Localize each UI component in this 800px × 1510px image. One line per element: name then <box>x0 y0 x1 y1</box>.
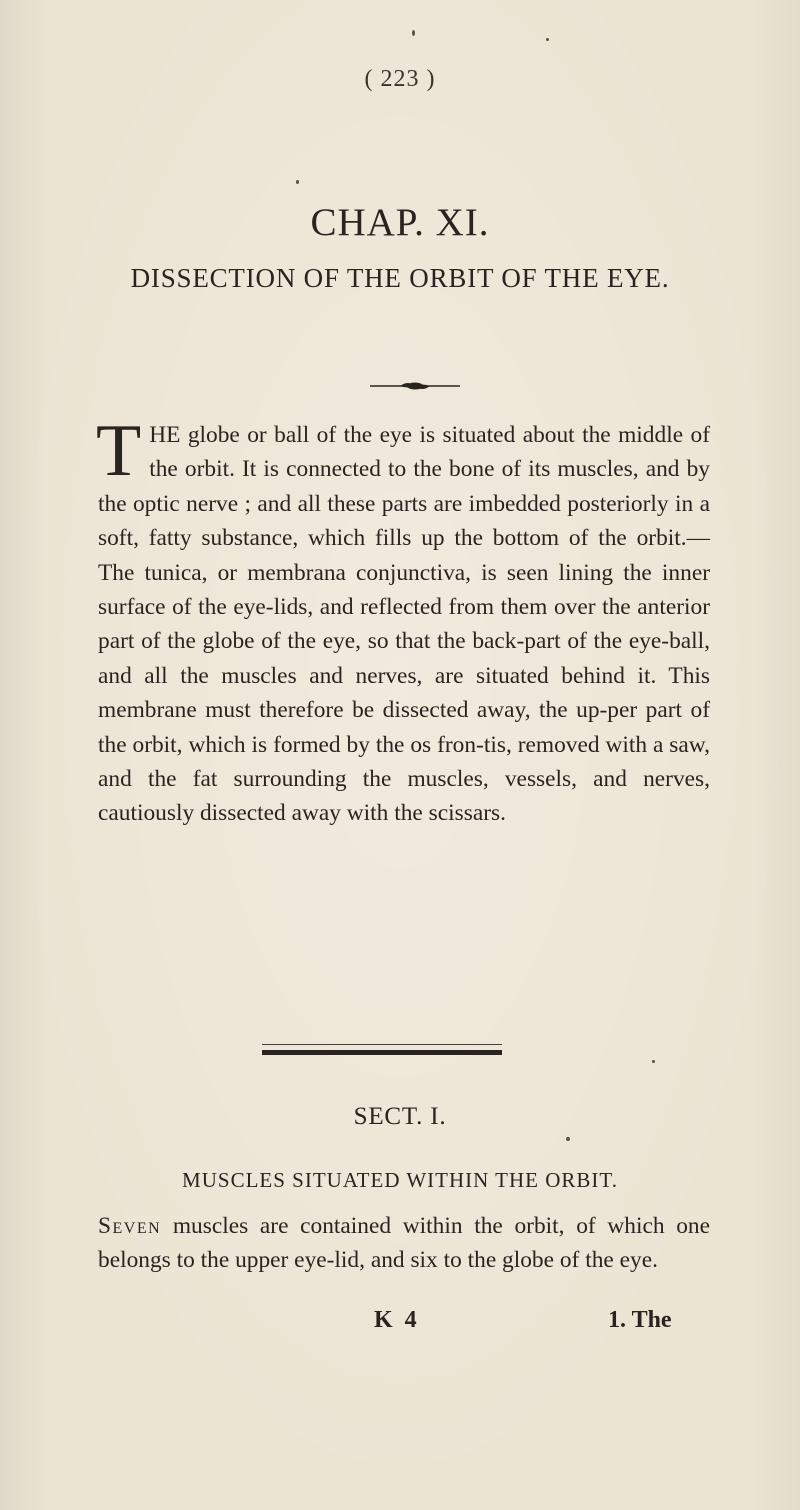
drop-cap: T <box>96 410 142 492</box>
section-paragraph <box>98 1210 710 1277</box>
section-body <box>98 1210 710 1277</box>
paper-speck <box>652 1060 655 1063</box>
paragraph-text: HE globe or ball of the eye is situated about the middle of the orbit. It is connected to the bone of its muscles, and by the optic nerve ; and all these parts are imbedded posteriorly in a soft, fatty substance, which fills up the bottom of the orbit.— The tunica, or membrana conjunctiva, is seen lining the inner surface of the eye-lids, and reflected from them over the anterior part of the globe of the eye, so that the back-part of the eye-ball, and all the muscles and nerves, are situated behind it. This membrane must therefore be dissected away, the up-per part of the orbit, which is formed by the os fron-tis, removed with a saw, and the fat surrounding the muscles, vessels, and nerves, cautiously dissected away with the scissars. <box>98 422 710 827</box>
catchword: 1. The <box>608 1307 672 1333</box>
paper-speck <box>546 38 549 41</box>
chapter-body <box>96 410 710 831</box>
chapter-heading: CHAP. XI. <box>310 201 490 244</box>
chapter-title: DISSECTION OF THE ORBIT OF THE EYE. <box>130 263 670 293</box>
paper-speck <box>412 30 415 36</box>
opening-paragraph <box>96 410 710 831</box>
section-paragraph-text: muscles are contained within the orbit, of which one belongs to the upper eye-lid, and six to the globe of the eye. <box>98 1213 710 1273</box>
page-number: ( 223 ) <box>364 66 436 92</box>
section-divider <box>262 1050 502 1055</box>
ornament-icon <box>370 380 460 392</box>
section-title: MUSCLES SITUATED WITHIN THE ORBIT. <box>182 1168 618 1192</box>
section-divider-thin <box>262 1044 502 1045</box>
paper-speck <box>566 1137 570 1141</box>
lead-word: Seven <box>98 1213 162 1239</box>
signature-mark: K 4 <box>374 1307 420 1333</box>
paper-speck <box>296 180 299 184</box>
section-heading: SECT. I. <box>353 1103 447 1130</box>
